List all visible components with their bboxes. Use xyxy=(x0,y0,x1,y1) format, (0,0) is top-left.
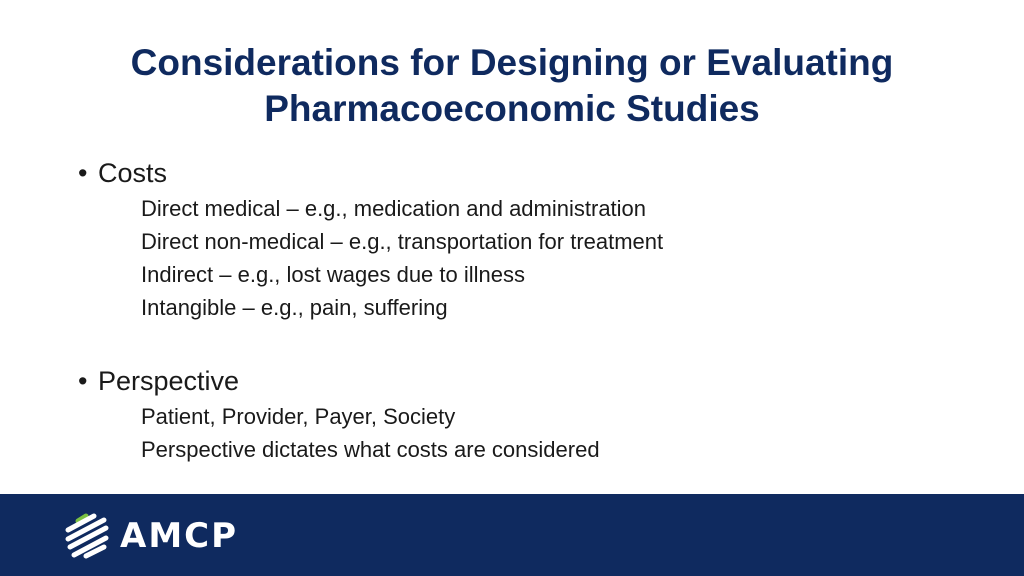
footer-bar xyxy=(0,494,1024,576)
amcp-logo-text: AMCP xyxy=(120,516,239,556)
costs-item-indirect: Indirect – e.g., lost wages due to illness xyxy=(141,262,525,287)
amcp-stripes-logo-icon xyxy=(64,512,110,560)
perspective-item-stakeholders: Patient, Provider, Payer, Society xyxy=(141,404,456,429)
bullet-glyph: • xyxy=(78,158,88,188)
costs-item-direct-medical: Direct medical – e.g., medication and administration xyxy=(141,196,647,221)
bullet-glyph: • xyxy=(78,366,88,396)
perspective-bullet xyxy=(78,366,978,396)
costs-item-intangible: Intangible – e.g., pain, suffering xyxy=(141,295,448,320)
costs-section xyxy=(78,158,978,324)
perspective-item-dictates: Perspective dictates what costs are considered xyxy=(141,437,600,462)
costs-bullet xyxy=(78,158,978,188)
perspective-heading: Perspective xyxy=(98,366,240,396)
costs-item-direct-non-medical: Direct non-medical – e.g., transportation for treatment xyxy=(141,229,664,254)
amcp-logo xyxy=(64,512,238,560)
costs-sub-list xyxy=(78,192,978,324)
perspective-sub-list xyxy=(78,400,978,466)
costs-heading: Costs xyxy=(98,158,168,188)
slide-title xyxy=(40,40,984,132)
slide-title-line-2: Pharmacoeconomic Studies xyxy=(264,88,760,129)
slide-title-line-1: Considerations for Designing or Evaluating xyxy=(130,42,894,83)
perspective-section xyxy=(78,366,978,466)
